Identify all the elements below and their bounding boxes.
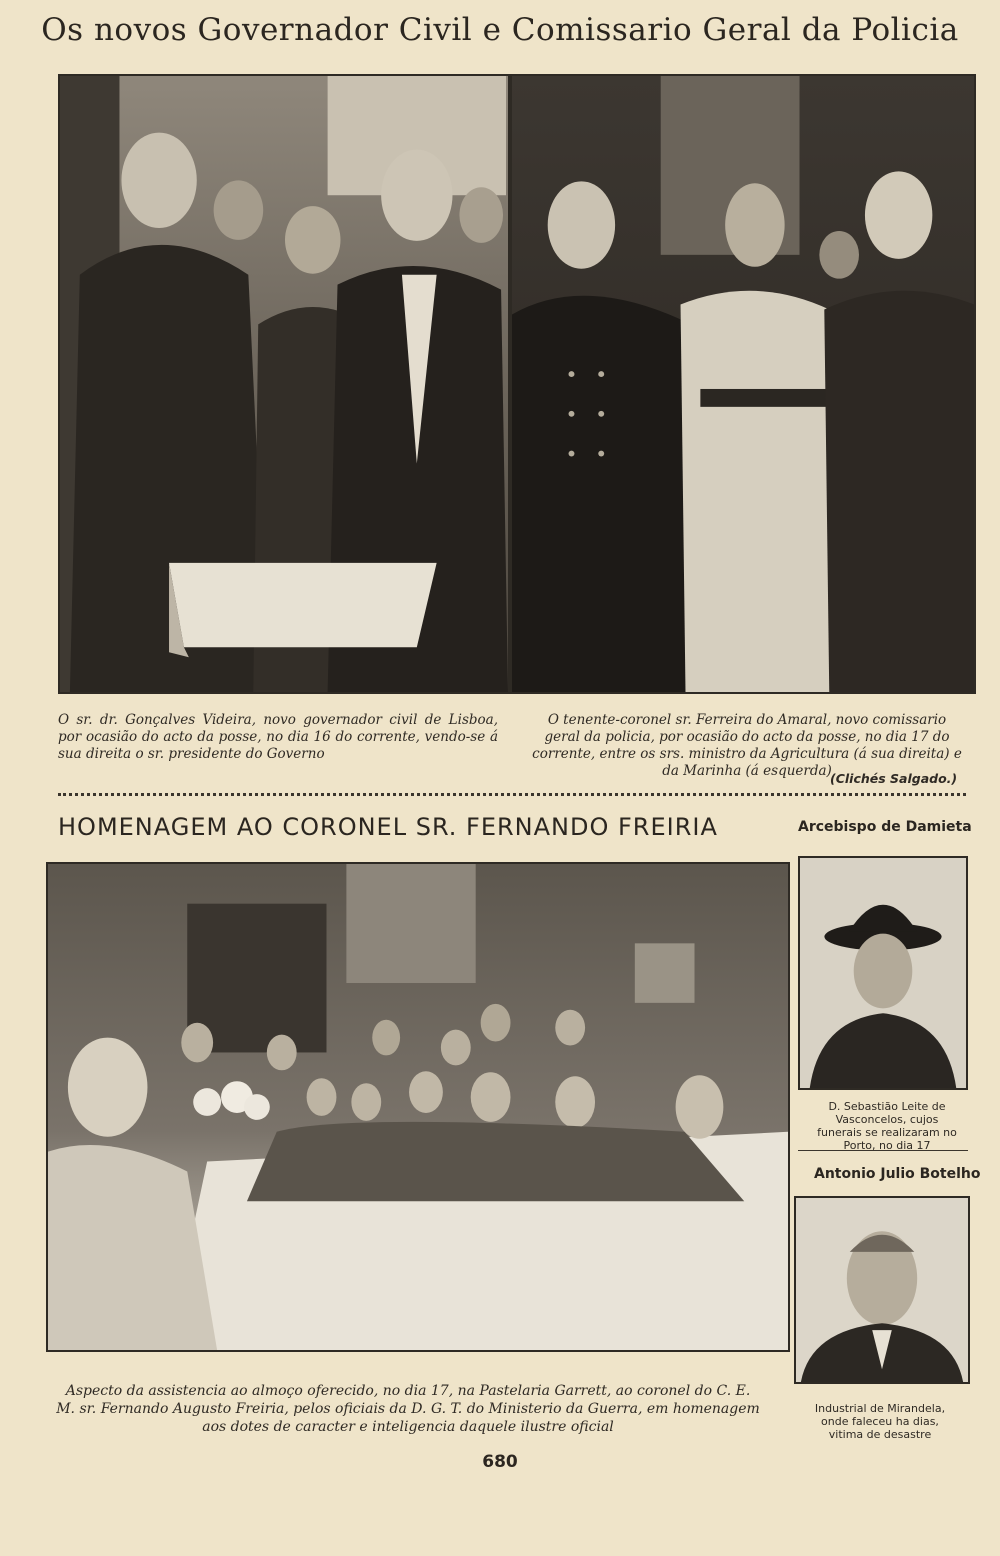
botelho-heading-frame <box>798 1150 968 1151</box>
page-title: Os novos Governador Civil e Comissario Geral da Policia <box>41 12 959 48</box>
commissioner-caption: O tenente-coronel sr. Ferreira do Amaral, novo comissario geral da policia, por ocasião do acto da posse, no dia 17 do corrente, entre os srs. ministro da Agricultura (á sua direita) e da Marinha (á esquerda) <box>532 712 962 779</box>
commissioner-photo-image <box>512 76 974 692</box>
photo-credit: (Clichés Salgado.) <box>830 771 958 786</box>
banquet-photo-image <box>48 864 788 1350</box>
banquet-photo <box>46 862 790 1352</box>
governor-caption: O sr. dr. Gonçalves Videira, novo governador civil de Lisboa, por ocasião do acto da posse, no dia 16 do corrente, vendo-se á sua direita o sr. presidente do Governo <box>58 712 498 762</box>
governor-photo <box>58 74 510 694</box>
commissioner-photo <box>510 74 976 694</box>
banquet-caption: Aspecto da assistencia ao almoço oferecido, no dia 17, na Pastelaria Garrett, ao coronel do C. E. M. sr. Fernando Augusto Freiria, pelos oficiais da D. G. T. do Ministerio da Guerra, em homenagem aos dotes de caracter e inteligencia daquele ilustre oficial <box>56 1383 760 1435</box>
archbishop-photo-image <box>800 858 966 1088</box>
botelho-photo-image <box>796 1198 968 1382</box>
botelho-heading: Antonio Julio Botelho <box>814 1166 981 1182</box>
section-divider <box>58 793 966 796</box>
homage-headline: HOMENAGEM AO CORONEL SR. FERNANDO FREIRIA <box>58 813 718 841</box>
archbishop-photo <box>798 856 968 1090</box>
archbishop-heading: Arcebispo de Damieta <box>798 819 972 835</box>
botelho-photo <box>794 1196 970 1384</box>
botelho-caption: Industrial de Mirandela, onde faleceu ha dias, vitima de desastre <box>814 1402 946 1441</box>
archbishop-caption: D. Sebastião Leite de Vasconcelos, cujos funerais se realizaram no Porto, no dia 17 <box>817 1100 957 1152</box>
page-number: 680 <box>482 1452 518 1472</box>
governor-photo-image <box>60 76 508 692</box>
